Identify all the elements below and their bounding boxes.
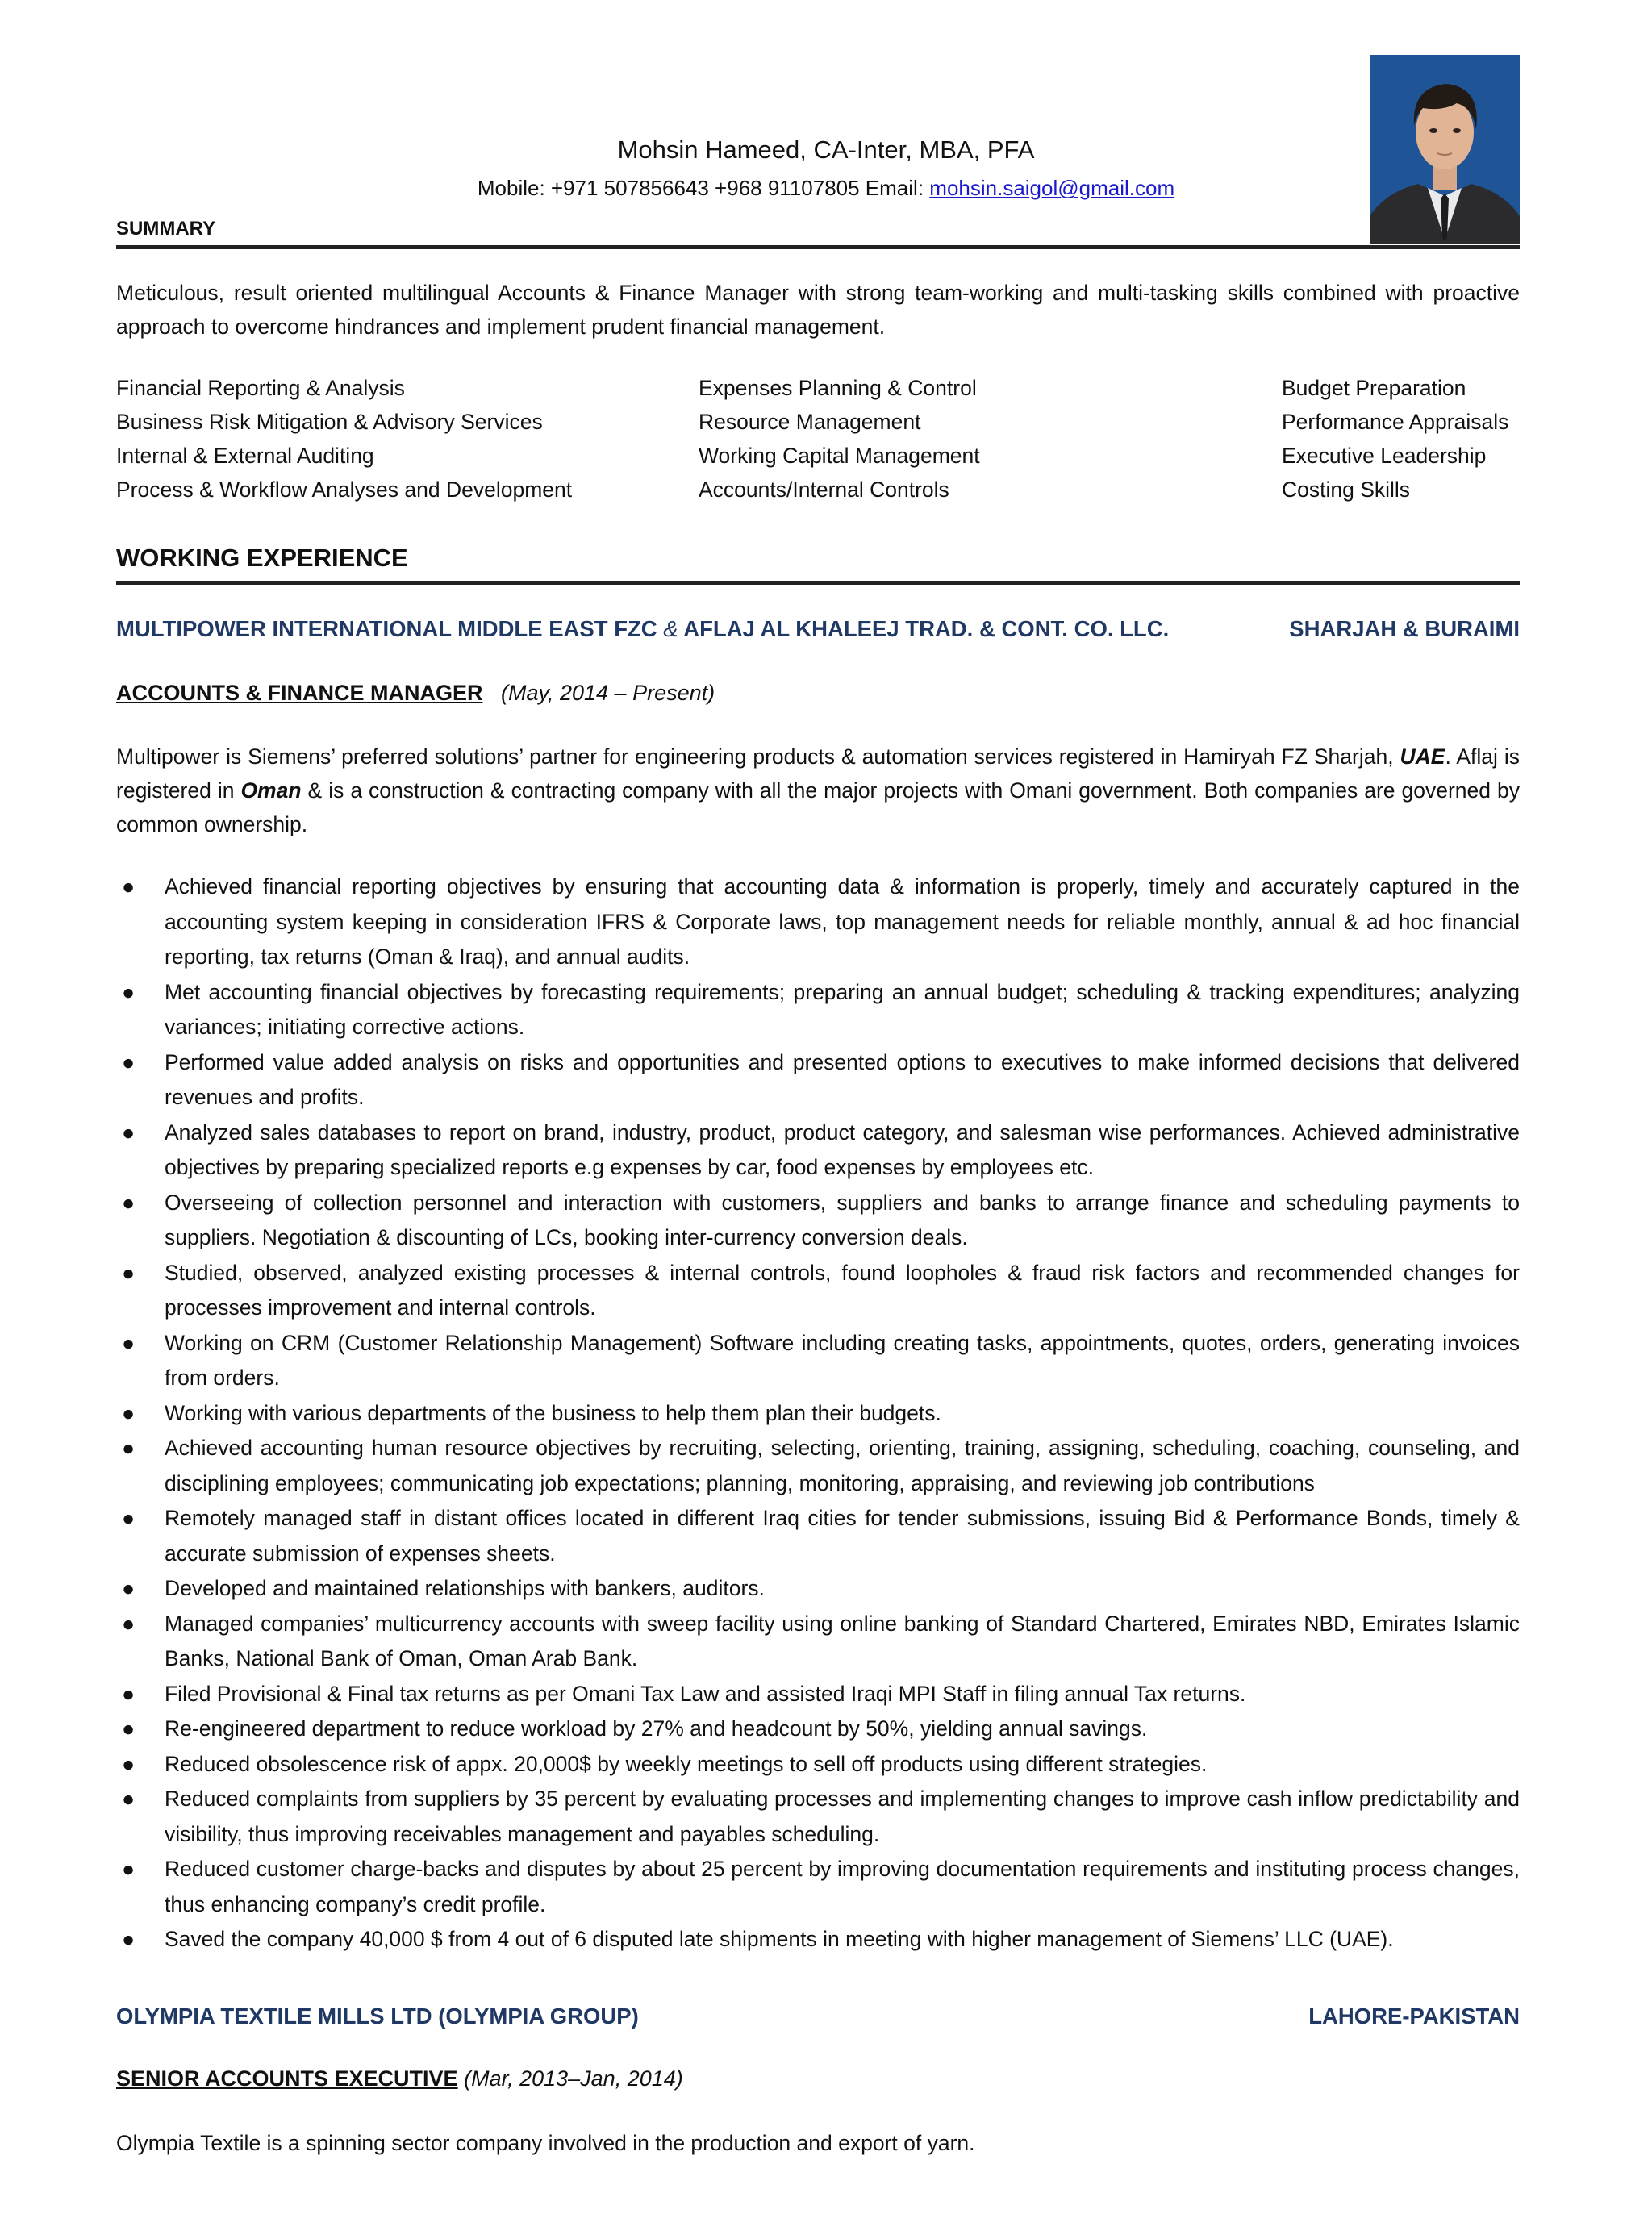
list-item: ● Performed value added analysis on risks and opportunities and presented options to executives to make informed decisions that delivered revenues and profits. [122,1049,1520,1109]
skill-item: Accounts/Internal Controls [699,477,949,502]
job1-dates: (May, 2014 – Present) [501,681,715,705]
job2-company: OLYMPIA TEXTILE MILLS LTD (OLYMPIA GROUP) [116,2004,639,2029]
bullet-text: Managed companies’ multicurrency accounts with sweep facility using online banking of Standard Chartered, Emirates NBD, Emirates Islamic Banks, National Bank of Oman, Oman Arab Bank. [165,1611,1520,1670]
email-link[interactable]: mohsin.saigol@gmail.com [929,176,1175,200]
skill-item: Executive Leadership [1282,444,1487,468]
list-item: ● Developed and maintained relationships with bankers, auditors. [122,1576,765,1600]
bullet-text: Working with various departments of the business to help them plan their budgets. [165,1400,941,1425]
skill-item: Budget Preparation [1282,376,1466,400]
skills-column-2 [699,371,980,507]
list-item: ● Reduced obsolescence risk of appx. 20,000$ by weekly meetings to sell off products using different strategies. [122,1751,1208,1776]
bullet-text: Achieved accounting human resource objectives by recruiting, selecting, orienting, training, assigning, scheduling, coaching, counseling, and disciplining employees; communicating job expectations; planning, monitoring, appraising, and reviewing job contributions [165,1436,1520,1495]
skill-item: Performance Appraisals [1282,410,1509,434]
job1-company-b: AFLAJ AL KHALEEJ TRAD. & CONT. CO. LLC. [683,616,1170,641]
job1-title: ACCOUNTS & FINANCE MANAGER [116,681,483,705]
bullet-text: Reduced customer charge-backs and disputes by about 25 percent by improving documentation requirements and instituting process changes, thus enhancing company’s credit profile. [165,1857,1520,1916]
skill-item: Expenses Planning & Control [699,376,977,400]
contact-phones: Mobile: +971 507856643 +968 91107805 Email: [477,176,930,200]
job2-title: SENIOR ACCOUNTS EXECUTIVE [116,2066,458,2091]
list-item: ● Reduced customer charge-backs and disputes by about 25 percent by improving documentation requirements and instituting process changes, thus enhancing company’s credit profile. [122,1857,1520,1916]
bullet-text: Saved the company 40,000 $ from 4 out of 6 disputed late shipments in meeting with higher management of Siemens’ LLC (UAE). [165,1927,1394,1951]
job1-company-line [116,616,1520,642]
list-item: ● Re-engineered department to reduce workload by 27% and headcount by 50%, yielding annual savings. [122,1716,1148,1741]
job2-description: Olympia Textile is a spinning sector company involved in the production and export of yarn. [116,2131,975,2155]
bullet-text: Working on CRM (Customer Relationship Management) Software including creating tasks, appointments, quotes, orders, generating invoices from orders. [165,1330,1520,1390]
profile-photo [1370,55,1520,244]
bullet-text: Overseeing of collection personnel and interaction with customers, suppliers and banks to arrange finance and scheduling payments to suppliers. Negotiation & discounting of LCs, booking inter-currency conversion deals. [165,1190,1520,1249]
bullet-text: Performed value added analysis on risks and opportunities and presented options to executives to make informed decisions that delivered revenues and profits. [165,1049,1520,1109]
summary-text: Meticulous, result oriented multilingual Accounts & Finance Manager with strong team-working and multi-tasking skills combined with proactive approach to overcome hindrances and implement prudent financial management. [116,281,1520,339]
list-item: ● Working on CRM (Customer Relationship Management) Software including creating tasks, appointments, quotes, orders, generating invoices from orders. [122,1330,1520,1390]
skill-item: Costing Skills [1282,477,1411,502]
job1-desc-uae: UAE [1400,744,1446,769]
job2-dates: (Mar, 2013–Jan, 2014) [464,2066,683,2091]
bullet-text: Achieved financial reporting objectives by ensuring that accounting data & information is properly, timely and accurately captured in the accounting system keeping in consideration IFRS & Corporate laws, top management needs for reliable monthly, annual & ad hoc financial reporting, tax returns (Oman & Iraq), and annual audits. [165,874,1520,969]
job1-company-ampersand: & [663,616,678,641]
bullet-text: Reduced complaints from suppliers by 35 percent by evaluating processes and implementing changes to improve cash inflow predictability and visibility, thus improving receivables management and payables scheduling. [165,1787,1520,1846]
bullet-text: Developed and maintained relationships with bankers, auditors. [165,1576,765,1600]
skill-item: Business Risk Mitigation & Advisory Services [116,410,543,434]
skill-item: Internal & External Auditing [116,444,374,468]
skills-column-3 [1282,371,1508,507]
bullet-text: Reduced obsolescence risk of appx. 20,000$ by weekly meetings to sell off products using different strategies. [165,1751,1208,1776]
list-item: ● Saved the company 40,000 $ from 4 out of 6 disputed late shipments in meeting with higher management of Siemens’ LLC (UAE). [122,1927,1394,1951]
job1-desc-oman: Oman [240,778,302,803]
skills-column-1 [116,371,572,507]
job2-company-line [116,2004,1520,2029]
list-item: ● Achieved financial reporting objectives by ensuring that accounting data & information is properly, timely and accurately captured in the accounting system keeping in consideration IFRS & Corporate laws, top management needs for reliable monthly, annual & ad hoc financial reporting, tax returns (Oman & Iraq), and annual audits. [122,874,1520,969]
skill-item: Resource Management [699,410,921,434]
job1-desc-part: . Aflaj is registered in [116,744,1520,803]
list-item: ● Remotely managed staff in distant offices located in different Iraq cities for tender submissions, issuing Bid & Performance Bonds, timely & accurate submission of expenses sheets. [122,1506,1520,1566]
skill-item: Working Capital Management [699,444,980,468]
bullet-text: Remotely managed staff in distant offices located in different Iraq cities for tender submissions, issuing Bid & Performance Bonds, timely & accurate submission of expenses sheets. [165,1506,1520,1566]
summary-heading: SUMMARY [116,218,216,240]
list-item: ● Analyzed sales databases to report on brand, industry, product, product category, and salesman wise performances. Achieved administrative objectives by preparing specialized reports e.g expenses by car, food expenses by employees etc. [122,1120,1520,1179]
candidate-name: Mohsin Hameed, CA-Inter, MBA, PFA [617,136,1035,164]
list-item: ● Met accounting financial objectives by forecasting requirements; preparing an annual budget; scheduling & tracking expenditures; analyzing variances; initiating corrective actions. [122,979,1520,1039]
job2-role-line [116,2066,683,2091]
summary-divider [116,245,1520,249]
skill-item: Process & Workflow Analyses and Development [116,477,573,502]
list-item: ● Studied, observed, analyzed existing processes & internal controls, found loopholes & fraud risk factors and recommended changes for processes improvement and internal controls. [122,1260,1520,1320]
bullet-text: Filed Provisional & Final tax returns as per Omani Tax Law and assisted Iraqi MPI Staff in filing annual Tax returns. [165,1681,1246,1706]
job1-role-line [116,681,715,706]
job1-achievements-list [116,869,1520,1958]
list-item: ● Working with various departments of the business to help them plan their budgets. [122,1400,941,1425]
list-item: ● Managed companies’ multicurrency accounts with sweep facility using online banking of Standard Chartered, Emirates NBD, Emirates Islamic Banks, National Bank of Oman, Oman Arab Bank. [122,1611,1520,1670]
experience-heading: WORKING EXPERIENCE [116,544,408,572]
job1-location: SHARJAH & BURAIMI [1289,616,1520,641]
bullet-text: Re-engineered department to reduce workload by 27% and headcount by 50%, yielding annual savings. [165,1716,1148,1741]
bullet-text: Analyzed sales databases to report on brand, industry, product, product category, and salesman wise performances. Achieved administrative objectives by preparing specialized reports e.g expenses by car, food expenses by employees etc. [165,1120,1520,1179]
job1-desc-part: Multipower is Siemens’ preferred solutions’ partner for engineering products & automation services registered in Hamiryah FZ Sharjah, [116,744,1400,769]
skill-item: Financial Reporting & Analysis [116,376,405,400]
job1-company-a: MULTIPOWER INTERNATIONAL MIDDLE EAST FZC [116,616,657,641]
job1-description [116,740,1520,841]
list-item: ● Overseeing of collection personnel and interaction with customers, suppliers and banks to arrange finance and scheduling payments to suppliers. Negotiation & discounting of LCs, booking inter-currency conversion deals. [122,1190,1520,1249]
bullet-text: Studied, observed, analyzed existing processes & internal controls, found loopholes & fraud risk factors and recommended changes for processes improvement and internal controls. [165,1260,1520,1320]
list-item: ● Reduced complaints from suppliers by 35 percent by evaluating processes and implementing changes to improve cash inflow predictability and visibility, thus improving receivables management and payables scheduling. [122,1787,1520,1846]
list-item: ● Filed Provisional & Final tax returns as per Omani Tax Law and assisted Iraqi MPI Staff in filing annual Tax returns. [122,1681,1246,1706]
job1-desc-part: & is a construction & contracting company with all the major projects with Omani government. Both companies are governed by common ownership. [116,778,1520,836]
experience-divider [116,581,1520,585]
bullet-text: Met accounting financial objectives by forecasting requirements; preparing an annual budget; scheduling & tracking expenditures; analyzing variances; initiating corrective actions. [165,979,1520,1039]
job2-location: LAHORE-PAKISTAN [1308,2004,1520,2029]
list-item: ● Achieved accounting human resource objectives by recruiting, selecting, orienting, training, assigning, scheduling, coaching, counseling, and disciplining employees; communicating job expectations; planning, monitoring, appraising, and reviewing job contributions [122,1436,1520,1495]
